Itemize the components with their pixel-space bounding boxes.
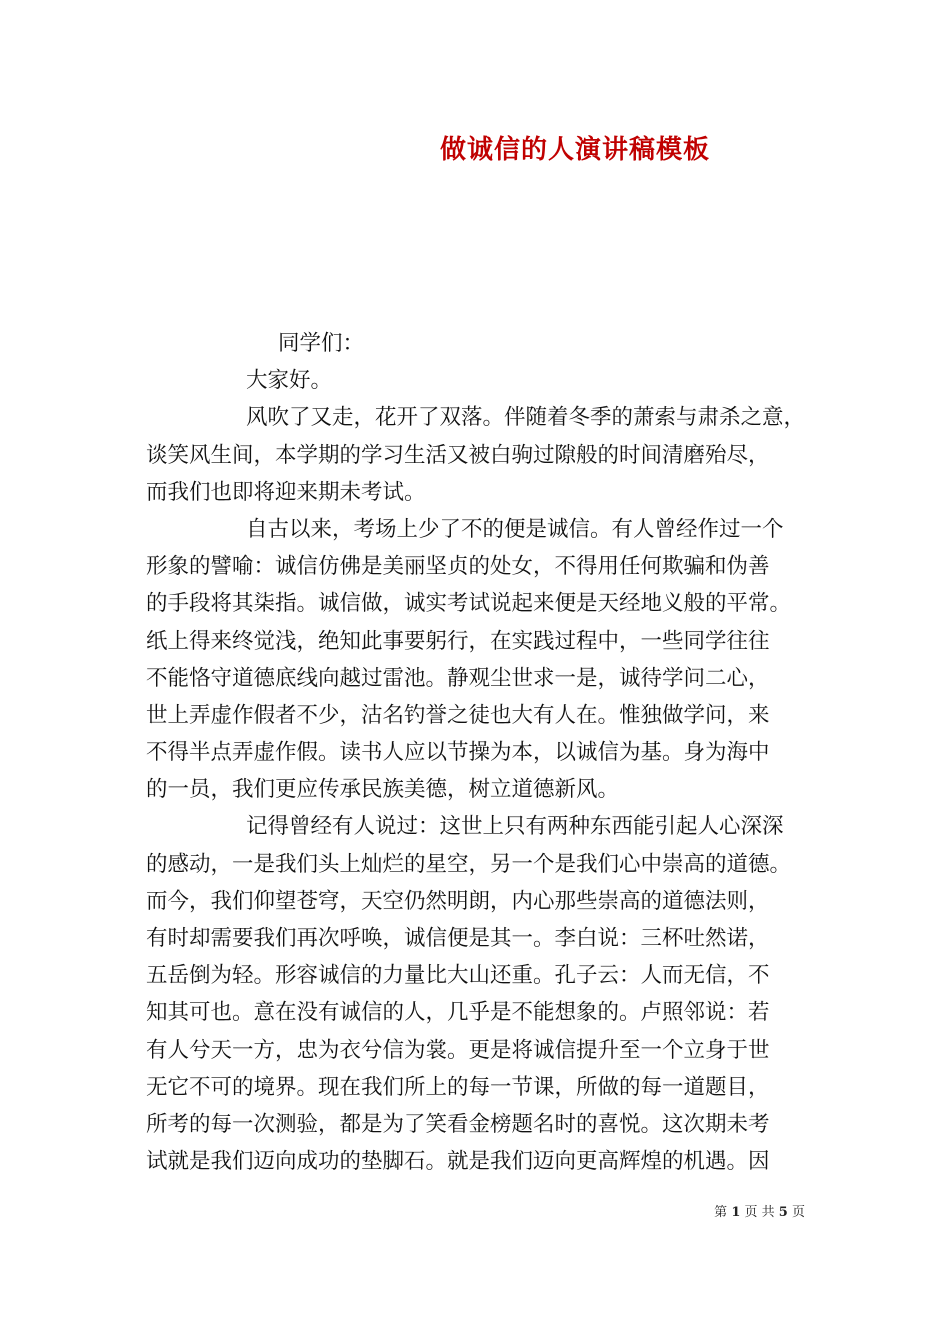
greeting-line: 大家好。 bbox=[246, 368, 333, 394]
paragraph-line: 纸上得来终觉浅，绝知此事要躬行，在实践过程中，一些同学往往 bbox=[146, 628, 770, 654]
page-number-footer bbox=[714, 1204, 805, 1222]
footer-prefix: 第 bbox=[714, 1205, 728, 1220]
paragraph-line: 自古以来，考场上少了不的便是诚信。有人曾经作过一个 bbox=[246, 516, 784, 542]
salutation-line: 同学们： bbox=[278, 331, 365, 356]
paragraph-line: 风吹了又走，花开了双落。伴随着冬季的萧索与肃杀之意， bbox=[246, 405, 806, 431]
paragraph-line: 知其可也。意在没有诚信的人，几乎是不能想象的。卢照邻说：若 bbox=[146, 1000, 770, 1026]
paragraph-line: 所考的每一次测验，都是为了笑看金榜题名时的喜悦。这次期未考 bbox=[146, 1111, 770, 1137]
paragraph-line: 有人兮天一方，忠为衣兮信为裳。更是将诚信提升至一个立身于世 bbox=[146, 1037, 770, 1063]
paragraph-line: 形象的譬喻：诚信仿佛是美丽坚贞的处女，不得用任何欺骗和伪善 bbox=[146, 554, 770, 580]
total-page-number: 5 bbox=[778, 1205, 788, 1220]
paragraph-line: 的感动，一是我们头上灿烂的星空，另一个是我们心中崇高的道德。 bbox=[146, 851, 792, 877]
footer-suffix: 页 bbox=[791, 1205, 805, 1220]
paragraph-line: 五岳倒为轻。形容诚信的力量比大山还重。孔子云：人而无信，不 bbox=[146, 963, 770, 989]
paragraph-line: 不得半点弄虚作假。读书人应以节操为本，以诚信为基。身为海中 bbox=[146, 740, 770, 766]
paragraph-line: 的手段将其柒指。诚信做，诚实考试说起来便是天经地义般的平常。 bbox=[146, 591, 792, 617]
paragraph-line: 有时却需要我们再次呼唤，诚信便是其一。李白说：三杯吐然诺， bbox=[146, 926, 770, 951]
paragraph-line: 记得曾经有人说过：这世上只有两种东西能引起人心深深 bbox=[246, 814, 784, 840]
paragraph-line: 谈笑风生间，本学期的学习生活又被白驹过隙般的时间清磨殆尽， bbox=[146, 442, 770, 468]
paragraph-line: 不能恪守道德底线向越过雷池。静观尘世求一是，诚待学问二心， bbox=[146, 665, 770, 691]
speech-body bbox=[146, 325, 808, 1180]
paragraph-line: 世上弄虚作假者不少，沽名钓誉之徒也大有人在。惟独做学问，来 bbox=[146, 702, 770, 728]
footer-middle: 页 共 bbox=[744, 1205, 775, 1220]
paragraph-line: 的一员，我们更应传承民族美德，树立道德新风。 bbox=[146, 777, 620, 803]
paragraph-line: 而今，我们仰望苍穹，天空仍然明朗，内心那些崇高的道德法则， bbox=[146, 888, 770, 914]
paragraph-line: 而我们也即将迎来期未考试。 bbox=[146, 479, 426, 505]
current-page-number: 1 bbox=[731, 1205, 741, 1220]
paragraph-line: 试就是我们迈向成功的垫脚石。就是我们迈向更高辉煌的机遇。因 bbox=[146, 1149, 770, 1175]
page-title: 做诚信的人演讲稿模板 bbox=[439, 135, 710, 165]
paragraph-line: 无它不可的境界。现在我们所上的每一节课，所做的每一道题目， bbox=[146, 1074, 770, 1100]
